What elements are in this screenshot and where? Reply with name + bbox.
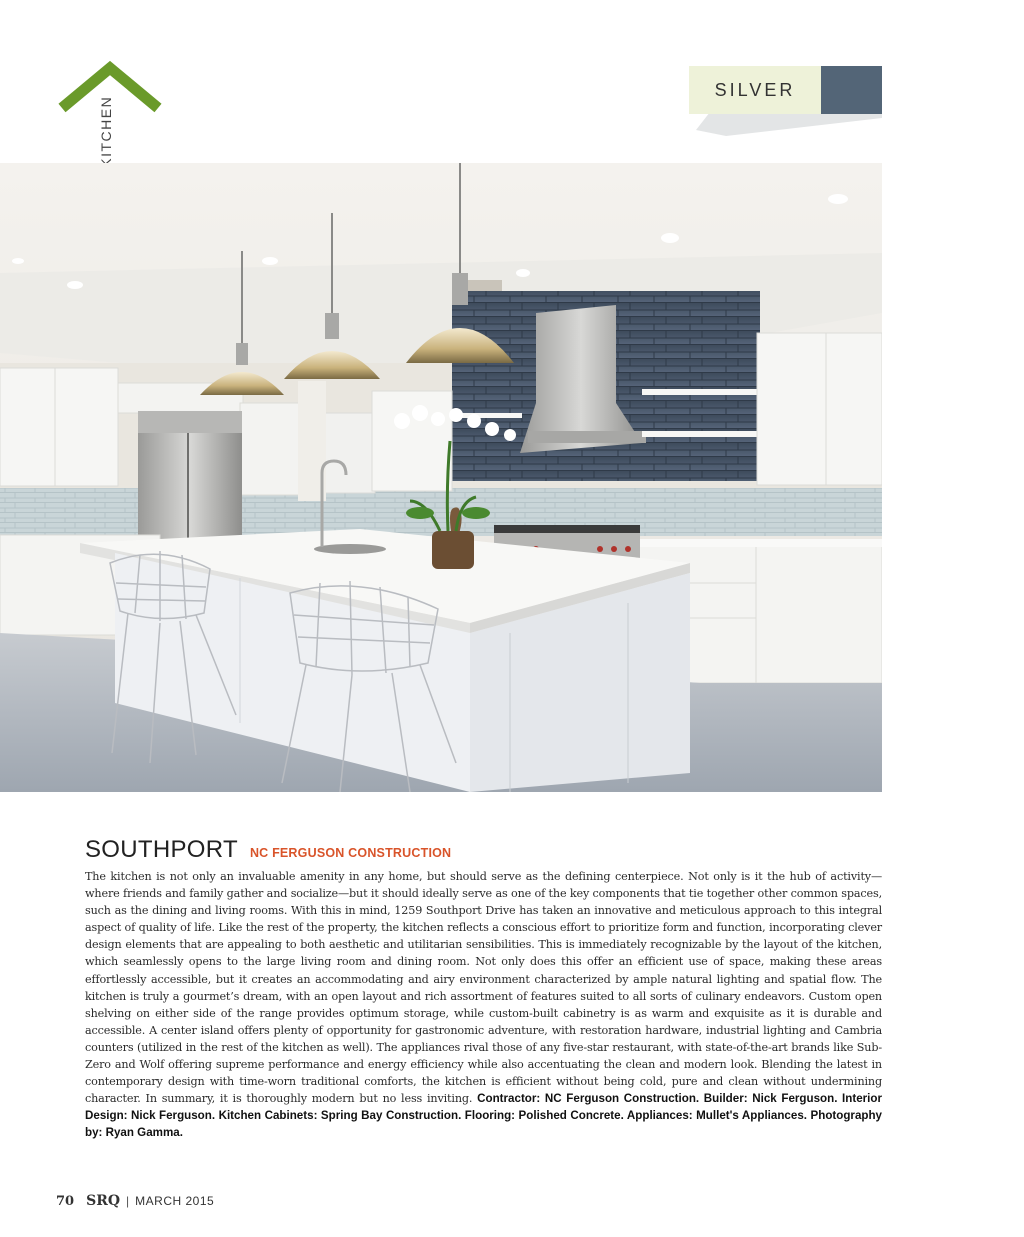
article-title: SOUTHPORT [85,836,238,863]
kitchen-photo [0,163,882,792]
page-number: 70 [56,1194,75,1209]
article-body [85,868,882,1142]
award-badge-shadow [696,112,882,136]
magazine-name: SRQ [86,1193,121,1209]
page-footer [56,1193,214,1209]
issue-date: MARCH 2015 [135,1194,215,1208]
article-body-text: The kitchen is not only an invaluable amenity in any home, but should serve as the defining centerpiece. Not only is it the hub of activity—where friends and family gather and socialize—but it should ideally serve as one of the key components that tie together other common spaces, such as the dining and living rooms. With this in mind, 1259 Southport Drive has taken an innovative and meticulous approach to this integral aspect of quality of life. Like the rest of the property, the kitchen reflects a conscious effort to prioritize form and function, incorporating clever design elements that are appealing to both aesthetic and utilitarian sensibilities. This is immediately recognizable by the layout of the kitchen, which seamlessly opens to the large living room and dining room. Not only does this offer an efficient use of space, making these areas effortlessly accessible, but it creates an accommodating and airy environment characterized by ample natural lighting and spatial flow. The kitchen is truly a gourmet’s dream, with an open layout and rich assortment of features suited to all sorts of culinary endeavors. Custom open shelving on either side of the range provides optimum storage, while custom-built cabinetry is as warm and exquisite as it is durable and accessible. A center island offers plenty of opportunity for gastronomic adventure, with restoration hardware, industrial lighting and Cambria counters (utilized in the rest of the kitchen as well). The appliances rival those of any five-star restaurant, with state-of-the-art brands like Sub-Zero and Wolf offering supreme performance and energy efficiency while also accentuating the clean and modern look. Blending the latest in contemporary design with time-worn traditional comforts, the kitchen is efficient without being cold, pure and clean without undermining character. In summary, it is thoroughly modern but no less inviting. [85,870,882,1106]
article-credits: Contractor: NC Ferguson Construction. Builder: Nick Ferguson. Interior Design: Nick Ferguson. Kitchen Cabinets: Spring Bay Construction. Flooring: Polished Concrete. Appliances: Mullet's Appliances. Photography by: Ryan Gamma. [85,1092,882,1140]
article-subtitle: NC FERGUSON CONSTRUCTION [249,846,452,860]
award-color-swatch [821,66,882,114]
award-label: SILVER [689,66,821,114]
award-badge [689,66,882,114]
article-heading [85,836,451,864]
footer-separator: | [126,1194,130,1208]
